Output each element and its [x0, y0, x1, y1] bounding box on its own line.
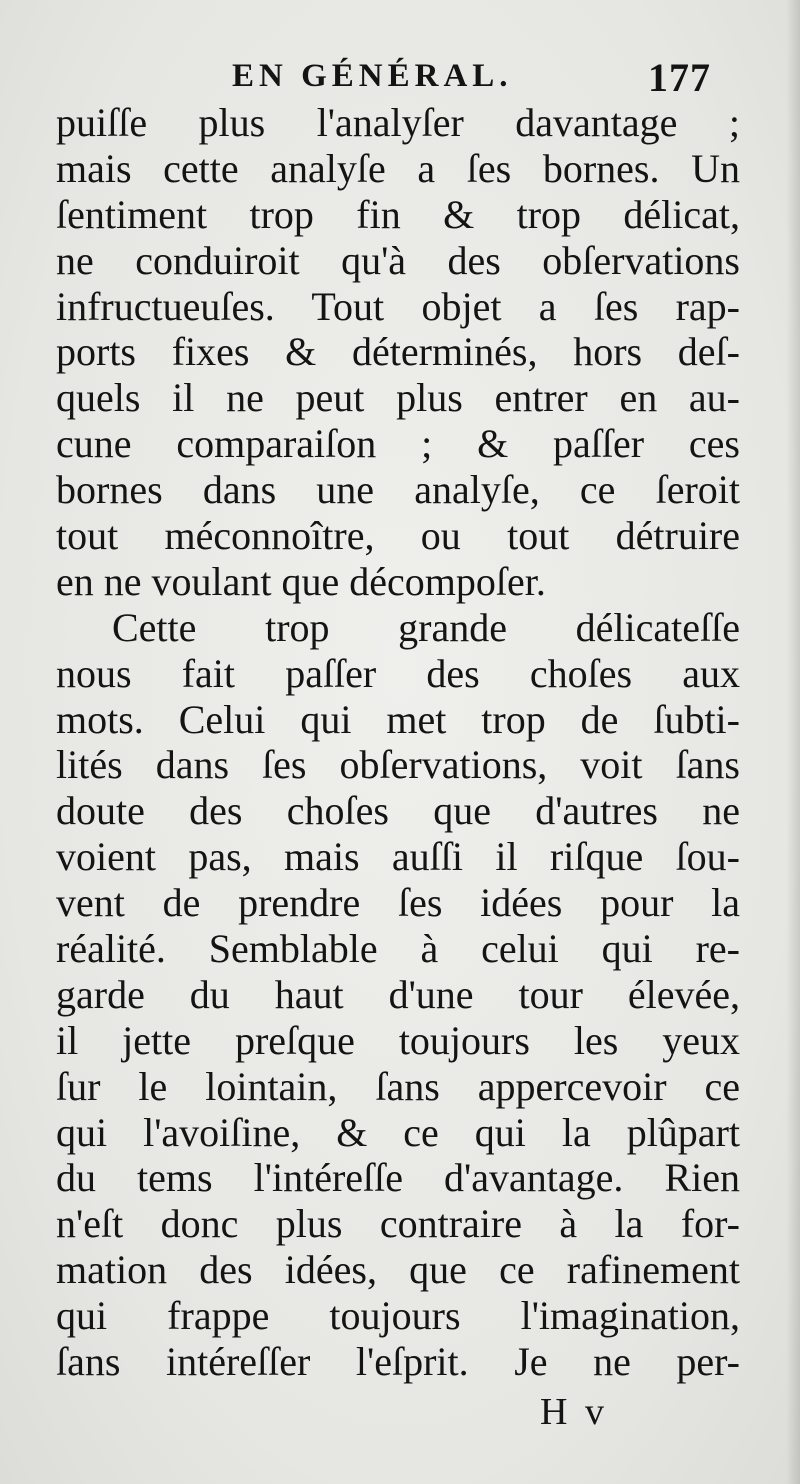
text-line: cune comparaiſon ; & paſſer ces — [56, 421, 740, 467]
text-line: mais cette analyſe a ſes bornes. Un — [56, 145, 740, 191]
text-line: garde du haut d'une tour élevée, — [56, 971, 740, 1017]
text-line: puiſſe plus l'analyſer davantage ; — [56, 100, 740, 145]
signature-mark: H v — [540, 1391, 608, 1433]
text-line: ſur le lointain, ſans appercevoir ce — [56, 1063, 740, 1109]
text-line: qui l'avoiſine, & ce qui la plûpart — [56, 1109, 740, 1155]
text-line: doute des choſes que d'autres ne — [56, 788, 740, 834]
text-body — [56, 100, 740, 1385]
paragraph-end-line: en ne voulant que décompoſer. — [56, 558, 546, 604]
text-line: voient pas, mais auſſi il riſque ſou- — [56, 834, 740, 880]
text-line: nous fait paſſer des choſes aux — [56, 650, 740, 696]
text-line: mots. Celui qui met trop de ſubti- — [56, 696, 740, 742]
running-head: EN GÉNÉRAL. — [232, 58, 513, 94]
text-line: bornes dans une analyſe, ce ſeroit — [56, 467, 740, 513]
text-line: lités dans ſes obſervations, voit ſans — [56, 742, 740, 788]
text-line: n'eſt donc plus contraire à la for- — [56, 1201, 740, 1247]
text-line: quels il ne peut plus entrer en au- — [56, 375, 740, 421]
text-line: mation des idées, que ce rafinement — [56, 1247, 740, 1293]
text-line: ſentiment trop fin & trop délicat, — [56, 191, 740, 237]
page-edge-shadow — [786, 0, 800, 1484]
text-line: infructueuſes. Tout objet a ſes rap- — [56, 283, 740, 329]
text-line: vent de prendre ſes idées pour la — [56, 880, 740, 926]
paragraph-start-line: Cette trop grande délicateſſe — [112, 604, 740, 650]
text-line: il jette preſque toujours les yeux — [56, 1017, 740, 1063]
text-line: qui frappe toujours l'imagination, — [56, 1293, 740, 1339]
text-line: ports fixes & déterminés, hors deſ- — [56, 329, 740, 375]
text-line: ſans intéreſſer l'eſprit. Je ne per- — [56, 1339, 740, 1385]
page-number: 177 — [648, 55, 711, 100]
text-line: réalité. Semblable à celui qui re- — [56, 926, 740, 972]
text-line: ne conduiroit qu'à des obſervations — [56, 237, 740, 283]
text-line: tout méconnoître, ou tout détruire — [56, 513, 740, 559]
text-line: du tems l'intéreſſe d'avantage. Rien — [56, 1155, 740, 1201]
